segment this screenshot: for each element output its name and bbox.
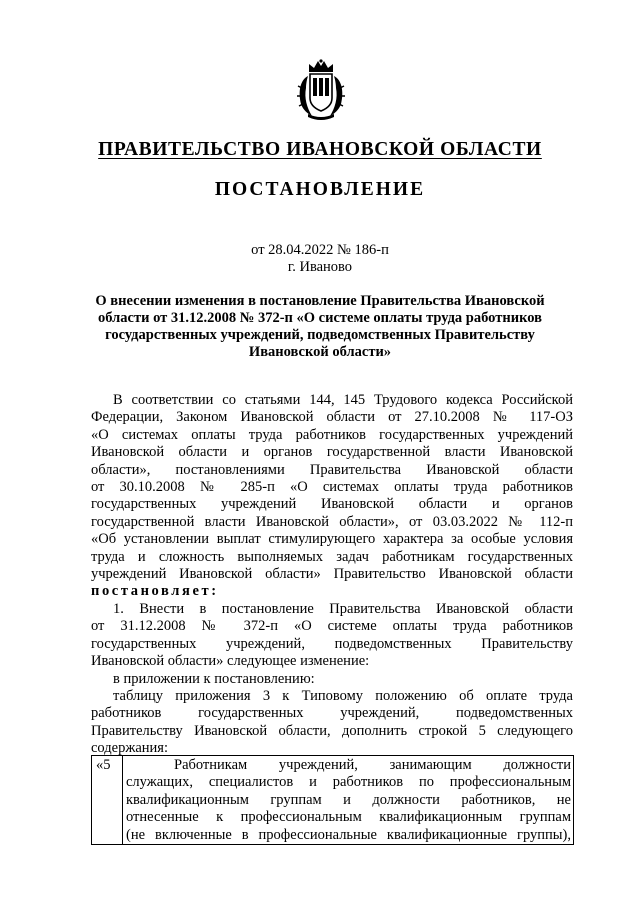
preamble-line: В соответствии со статьями 144, 145 Трудового кодекса Российской: [113, 392, 573, 408]
table-instruction-line: содержания:: [91, 740, 169, 757]
place-of-issue: г. Иваново: [287, 259, 353, 275]
table-instruction-line: Правительству Ивановской области, дополнить строкой 5 следующего: [91, 722, 573, 739]
appendix-line: в приложении к постановлению:: [113, 670, 315, 687]
preamble-line: Федерации, Законом Ивановской области от 27.10.2008 № 117-ОЗ: [91, 409, 573, 426]
preamble-line: Ивановской области и органов государственной власти Ивановской: [91, 444, 573, 461]
table-instruction-line: таблицу приложения 3 к Типовому положению об оплате труда: [113, 687, 573, 704]
row-text-line: квалификационным группам и должности работников, не: [126, 791, 571, 808]
document-subject: О внесении изменения в постановление Правительства Ивановской области от 31.12.2008 № 372-п «О системе оплаты труда работников государственных учреждений, подведомственных Правительству Ивановской области»: [95, 293, 545, 360]
preamble-line: государственной власти Ивановской области», от 03.03.2022 № 112-п: [91, 513, 573, 530]
amendment-table: [91, 755, 574, 845]
item1-line: 1. Внести в постановление Правительства Ивановской области: [113, 600, 573, 617]
table-row: [92, 756, 574, 845]
document-type: ПОСТАНОВЛЕНИЕ: [214, 179, 426, 200]
table-instruction-line: работников государственных учреждений, подведомственных: [91, 705, 573, 722]
item1-line: государственных учреждений, подведомственных Правительству: [91, 635, 573, 652]
row-text-line: (не включенные в профессиональные квалификационные группы),: [126, 826, 571, 843]
item1-line: от 31.12.2008 № 372-п «О системе оплаты труда работников: [91, 618, 573, 635]
row-text-line: служащих, специалистов и работников по профессиональным: [126, 774, 571, 791]
preamble-line: от 30.10.2008 № 285-п «О системах оплаты труда работников: [91, 479, 573, 496]
row-number-cell: «5: [92, 756, 123, 845]
row-text-line: отнесенные к профессиональным квалификационным группам: [126, 809, 571, 826]
preamble-line: учреждений Ивановской области» Правительство Ивановской области: [91, 566, 573, 583]
coat-of-arms-icon: [296, 58, 346, 122]
resolves-word: постановляет:: [91, 583, 219, 600]
preamble-line: государственных учреждений Ивановской области и органов: [91, 496, 573, 513]
preamble-line: труда и сложность выполняемых задач работникам государственных: [91, 548, 573, 565]
preamble-line: «Об установлении выплат стимулирующего характера за особые условия: [91, 531, 573, 548]
government-title: ПРАВИТЕЛЬСТВО ИВАНОВСКОЙ ОБЛАСТИ: [98, 139, 542, 160]
row-text-line: Работникам учреждений, занимающим должности: [174, 757, 571, 773]
row-text-cell: [123, 756, 574, 845]
date-and-number: от 28.04.2022 № 186-п: [251, 242, 389, 258]
document-body: [91, 392, 573, 758]
preamble-line: «О системах оплаты труда работников государственных учреждений: [91, 426, 573, 443]
preamble-line: области», постановлениями Правительства Ивановской области: [91, 461, 573, 478]
item1-line: Ивановской области» следующее изменение:: [91, 653, 370, 670]
